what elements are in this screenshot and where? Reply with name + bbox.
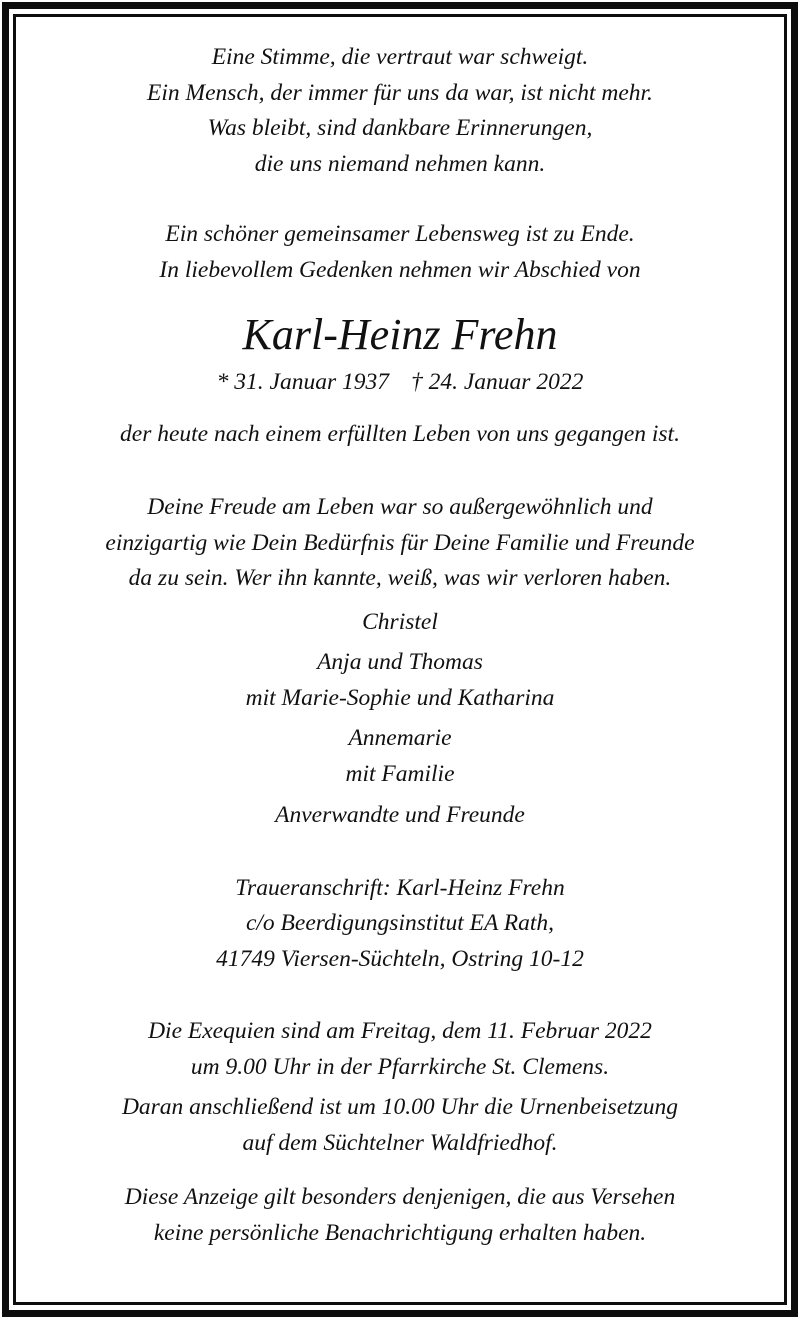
tribute-line: Deine Freude am Leben war so außergewöhnlich und bbox=[147, 494, 653, 520]
mourning-address bbox=[20, 871, 780, 978]
intro-line: Ein Mensch, der immer für uns da war, ist nicht mehr. bbox=[147, 79, 653, 106]
address-line: Traueranschrift: Karl-Heinz Frehn bbox=[235, 874, 565, 901]
mass-line: um 9.00 Uhr in der Pfarrkirche St. Clemens. bbox=[190, 1053, 610, 1080]
farewell-statement bbox=[20, 217, 780, 288]
mourner-anja-family bbox=[20, 645, 780, 716]
urn-burial-info bbox=[20, 1090, 780, 1161]
funeral-mass-info bbox=[20, 1014, 780, 1085]
passing-statement: der heute nach einem erfüllten Leben von uns gegangen ist. bbox=[120, 420, 680, 447]
burial-line: Daran anschließend ist um 10.00 Uhr die Urnenbeisetzung bbox=[121, 1094, 679, 1120]
intro-verse bbox=[20, 40, 780, 182]
address-line: 41749 Viersen-Süchteln, Ostring 10-12 bbox=[216, 945, 584, 972]
mourner-relatives: Anverwandte und Freunde bbox=[275, 802, 525, 828]
mourner-line: Anja und Thomas bbox=[317, 649, 483, 675]
deceased-name: Karl-Heinz Frehn bbox=[242, 310, 558, 359]
mourner-line: Annemarie bbox=[348, 725, 452, 751]
birth-date: * 31. Januar 1937 bbox=[216, 369, 389, 395]
mourner-annemarie-family bbox=[20, 721, 780, 792]
mourner-line: mit Marie-Sophie und Katharina bbox=[245, 684, 555, 711]
farewell-line: In liebevollem Gedenken nehmen wir Abschied von bbox=[159, 256, 641, 283]
burial-line: auf dem Süchtelner Waldfriedhof. bbox=[242, 1129, 558, 1156]
intro-line: Eine Stimme, die vertraut war schweigt. bbox=[211, 44, 589, 70]
tribute-line: einzigartig wie Dein Bedürfnis für Deine Familie und Freunde bbox=[105, 529, 695, 556]
mourner-christel: Christel bbox=[362, 608, 438, 635]
intro-line: Was bleibt, sind dankbare Erinnerungen, bbox=[207, 115, 593, 141]
mourner-line: mit Familie bbox=[345, 760, 455, 787]
disclaimer-line: Diese Anzeige gilt besonders denjenigen, die aus Versehen bbox=[124, 1184, 676, 1210]
life-dates bbox=[20, 365, 780, 401]
tribute-paragraph bbox=[20, 490, 780, 597]
farewell-line: Ein schöner gemeinsamer Lebensweg ist zu Ende. bbox=[165, 221, 635, 247]
notice-disclaimer bbox=[20, 1180, 780, 1251]
intro-line: die uns niemand nehmen kann. bbox=[254, 150, 546, 177]
mass-line: Die Exequien sind am Freitag, dem 11. Februar 2022 bbox=[148, 1018, 652, 1044]
disclaimer-line: keine persönliche Benachrichtigung erhalten haben. bbox=[153, 1219, 647, 1246]
address-line: c/o Beerdigungsinstitut EA Rath, bbox=[245, 910, 555, 936]
death-date: † 24. Januar 2022 bbox=[411, 369, 584, 395]
obituary-text bbox=[20, 40, 780, 1251]
tribute-line: da zu sein. Wer ihn kannte, weiß, was wir verloren haben. bbox=[128, 565, 672, 591]
